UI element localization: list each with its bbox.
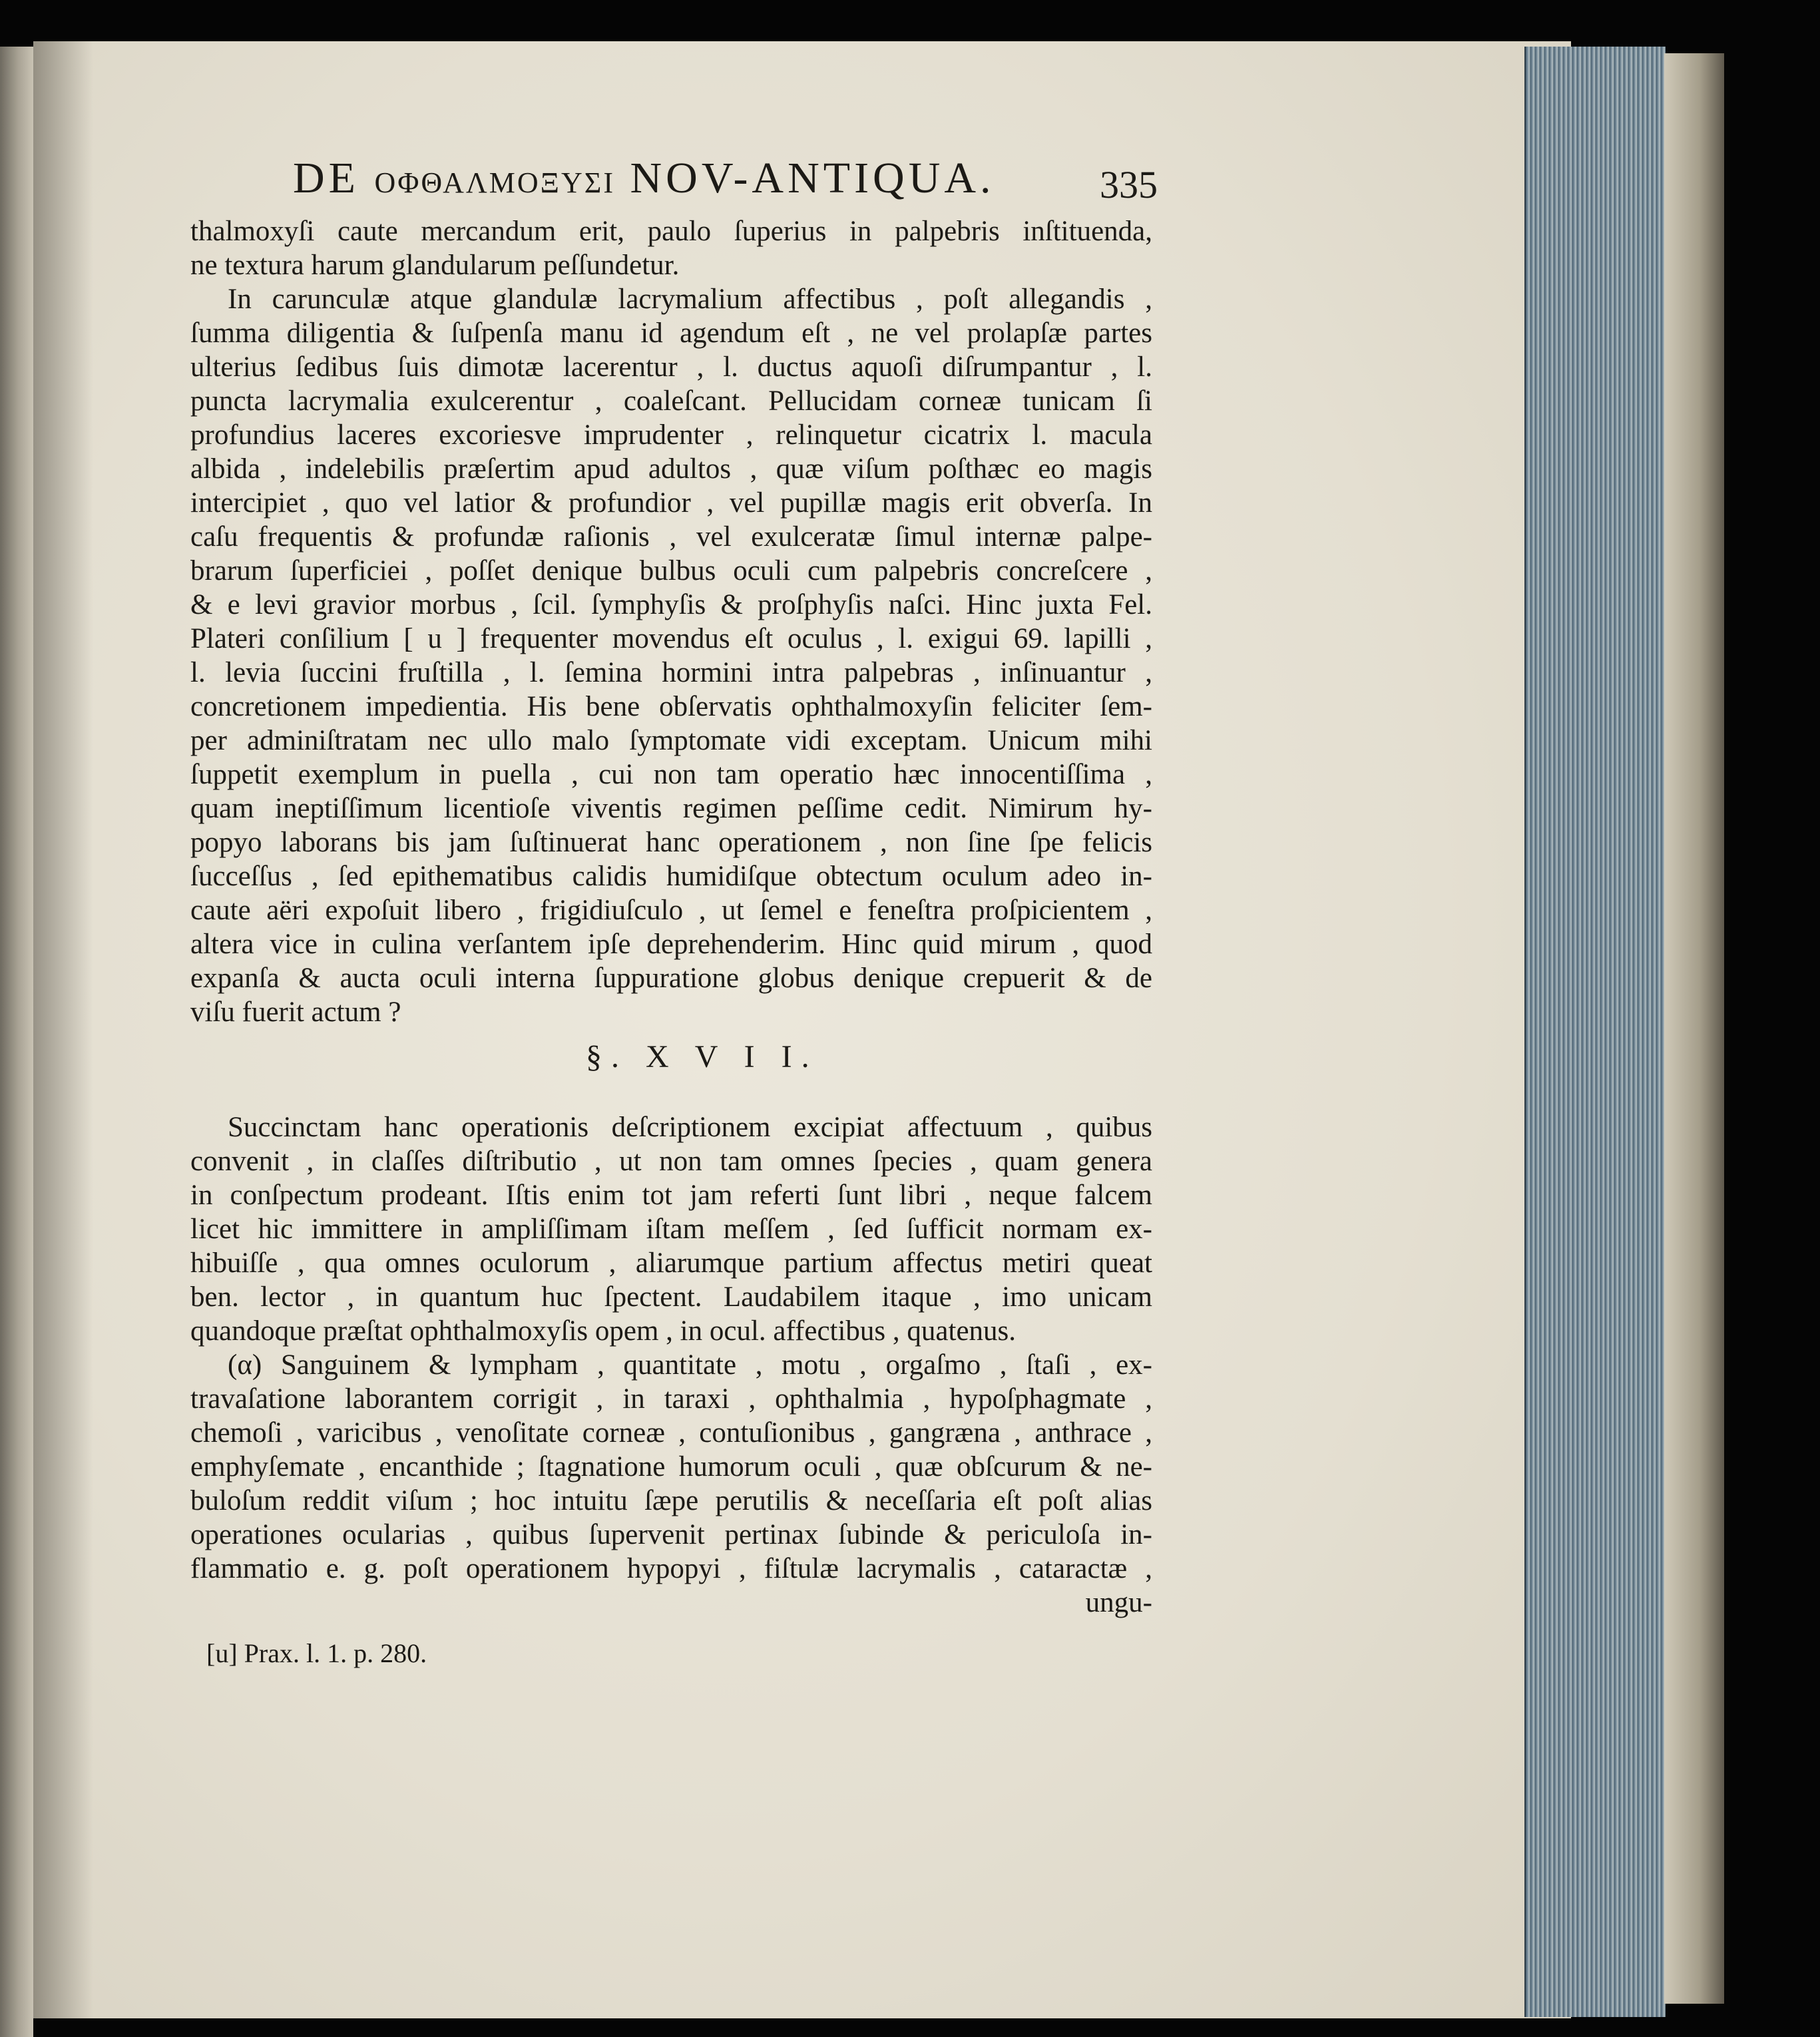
catchword: ungu-: [1085, 1587, 1152, 1618]
left-page-edge: [0, 47, 33, 2037]
page-stack-edges: [1524, 47, 1666, 2017]
text-line: ſumma diligentia & ſuſpenſa manu id agendum eſt , ne vel prolapſæ partes: [190, 318, 1152, 349]
page-number: 335: [1100, 163, 1158, 206]
paragraph-succinctam: [190, 1110, 1152, 1348]
header-greek-word: ΟΦΘΑΛΜΟΞΥΣΙ: [374, 166, 616, 199]
text-line: thalmoxyſi caute mercandum erit, paulo ſuperius in palpebris inſtituenda,: [190, 216, 1152, 247]
text-line: concretionem impedientia. His bene obſervatis ophthalmoxyſin feliciter ſem-: [190, 691, 1152, 722]
text-line: quam ineptiſſimum licentioſe viventis regimen peſſime cedit. Nimirum hy-: [190, 793, 1152, 824]
paragraph-caruncula: [190, 282, 1152, 1029]
text-line: albida , indelebilis præſertim apud adultos , quæ viſum poſthæc eo magis: [190, 453, 1152, 485]
text-line: popyo laborans bis jam ſuſtinuerat hanc operationem , non ſine ſpe felicis: [190, 827, 1152, 858]
text-line: ſuppetit exemplum in puella , cui non tam operatio hæc innocentiſſima ,: [190, 759, 1152, 790]
paragraph-alpha: [190, 1348, 1152, 1620]
text-line: caute aëri expoſuit libero , frigidiuſculo , ut ſemel e feneſtra proſpicientem ,: [190, 895, 1152, 926]
text-line: emphyſemate , encanthide ; ſtagnatione humorum oculi , quæ obſcurum & ne-: [190, 1451, 1152, 1482]
text-line: Plateri conſilium [ u ] frequenter movendus eſt oculus , l. exigui 69. lapilli ,: [190, 623, 1152, 654]
text-line: intercipiet , quo vel latior & profundior , vel pupillæ magis erit obverſa. In: [190, 487, 1152, 519]
text-line: brarum ſuperficiei , poſſet denique bulbus oculi cum palpebris concreſcere ,: [190, 555, 1152, 586]
text-line: buloſum reddit viſum ; hoc intuitu ſæpe perutilis & neceſſaria eſt poſt alias: [190, 1485, 1152, 1516]
text-line: (α) Sanguinem & lympham , quantitate , motu , orgaſmo , ſtaſi , ex-: [228, 1349, 1152, 1381]
paragraph-continuation: [190, 214, 1152, 282]
book-cover-board: [1664, 53, 1724, 2004]
header-prefix: DE: [293, 154, 359, 202]
text-line: ulterius ſedibus ſuis dimotæ lacerentur , l. ductus aquoſi diſrumpantur , l.: [190, 351, 1152, 383]
text-line: per adminiſtratam nec ullo malo ſymptomate vidi exceptam. Unicum mihi: [190, 725, 1152, 756]
running-header: [293, 153, 1225, 213]
text-line: Succinctam hanc operationis deſcriptionem excipiat affectuum , quibus: [228, 1112, 1152, 1143]
text-line: convenit , in claſſes diſtributio , ut non tam omnes ſpecies , quam genera: [190, 1146, 1152, 1177]
text-line: in conſpectum prodeant. Iſtis enim tot jam referti ſunt libri , neque falcem: [190, 1180, 1152, 1211]
text-line: travaſatione laborantem corrigit , in taraxi , ophthalmia , hypoſphagmate ,: [190, 1383, 1152, 1415]
header-suffix: NOV-ANTIQUA.: [630, 154, 995, 202]
footnote: [u] Prax. l. 1. p. 280.: [206, 1638, 427, 1668]
text-line: puncta lacrymalia exulcerentur , coaleſcant. Pellucidam corneæ tunicam ſi: [190, 385, 1152, 417]
page-gutter-shadow: [33, 41, 93, 2018]
text-line: viſu fuerit actum ?: [190, 997, 401, 1028]
text-line: flammatio e. g. poſt operationem hypopyi , fiſtulæ lacrymalis , cataractæ ,: [190, 1553, 1152, 1584]
text-line: chemoſi , varicibus , venoſitate corneæ , contuſionibus , gangræna , anthrace ,: [190, 1417, 1152, 1449]
text-line: caſu frequentis & profundæ raſionis , vel exulceratæ ſimul internæ palpe-: [190, 521, 1152, 553]
text-line: quandoque præſtat ophthalmoxyſis opem , in ocul. affectibus , quatenus.: [190, 1315, 1017, 1347]
text-line: l. levia ſuccini fruſtilla , l. ſemina hormini intra palpebras , inſinuantur ,: [190, 657, 1152, 688]
text-line: ben. lector , in quantum huc ſpectent. Laudabilem itaque , imo unicam: [190, 1281, 1152, 1313]
section-heading: §. X V I I.: [586, 1039, 819, 1074]
text-line: hibuiſſe , qua omnes oculorum , aliarumque partium affectus metiri queat: [190, 1247, 1152, 1279]
text-line: ſucceſſus , ſed epithematibus calidis humidiſque obtectum oculum adeo in-: [190, 861, 1152, 892]
text-line: In carunculæ atque glandulæ lacrymalium affectibus , poſt allegandis ,: [228, 284, 1152, 315]
text-line: profundius laceres excoriesve imprudenter , relinquetur cicatrix l. macula: [190, 419, 1152, 451]
text-line: expanſa & aucta oculi interna ſuppuratione globus denique crepuerit & de: [190, 963, 1152, 994]
text-line: licet hic immittere in ampliſſimam iſtam meſſem , ſed ſufficit normam ex-: [190, 1214, 1152, 1245]
text-line: & e levi gravior morbus , ſcil. ſymphyſis & proſphyſis naſci. Hinc juxta Fel.: [190, 589, 1152, 620]
text-line: operationes ocularias , quibus ſupervenit pertinax ſubinde & periculoſa in-: [190, 1519, 1152, 1550]
text-line: altera vice in culina verſantem ipſe deprehenderim. Hinc quid mirum , quod: [190, 929, 1152, 960]
text-line: ne textura harum glandularum peſſundetur.: [190, 250, 680, 281]
